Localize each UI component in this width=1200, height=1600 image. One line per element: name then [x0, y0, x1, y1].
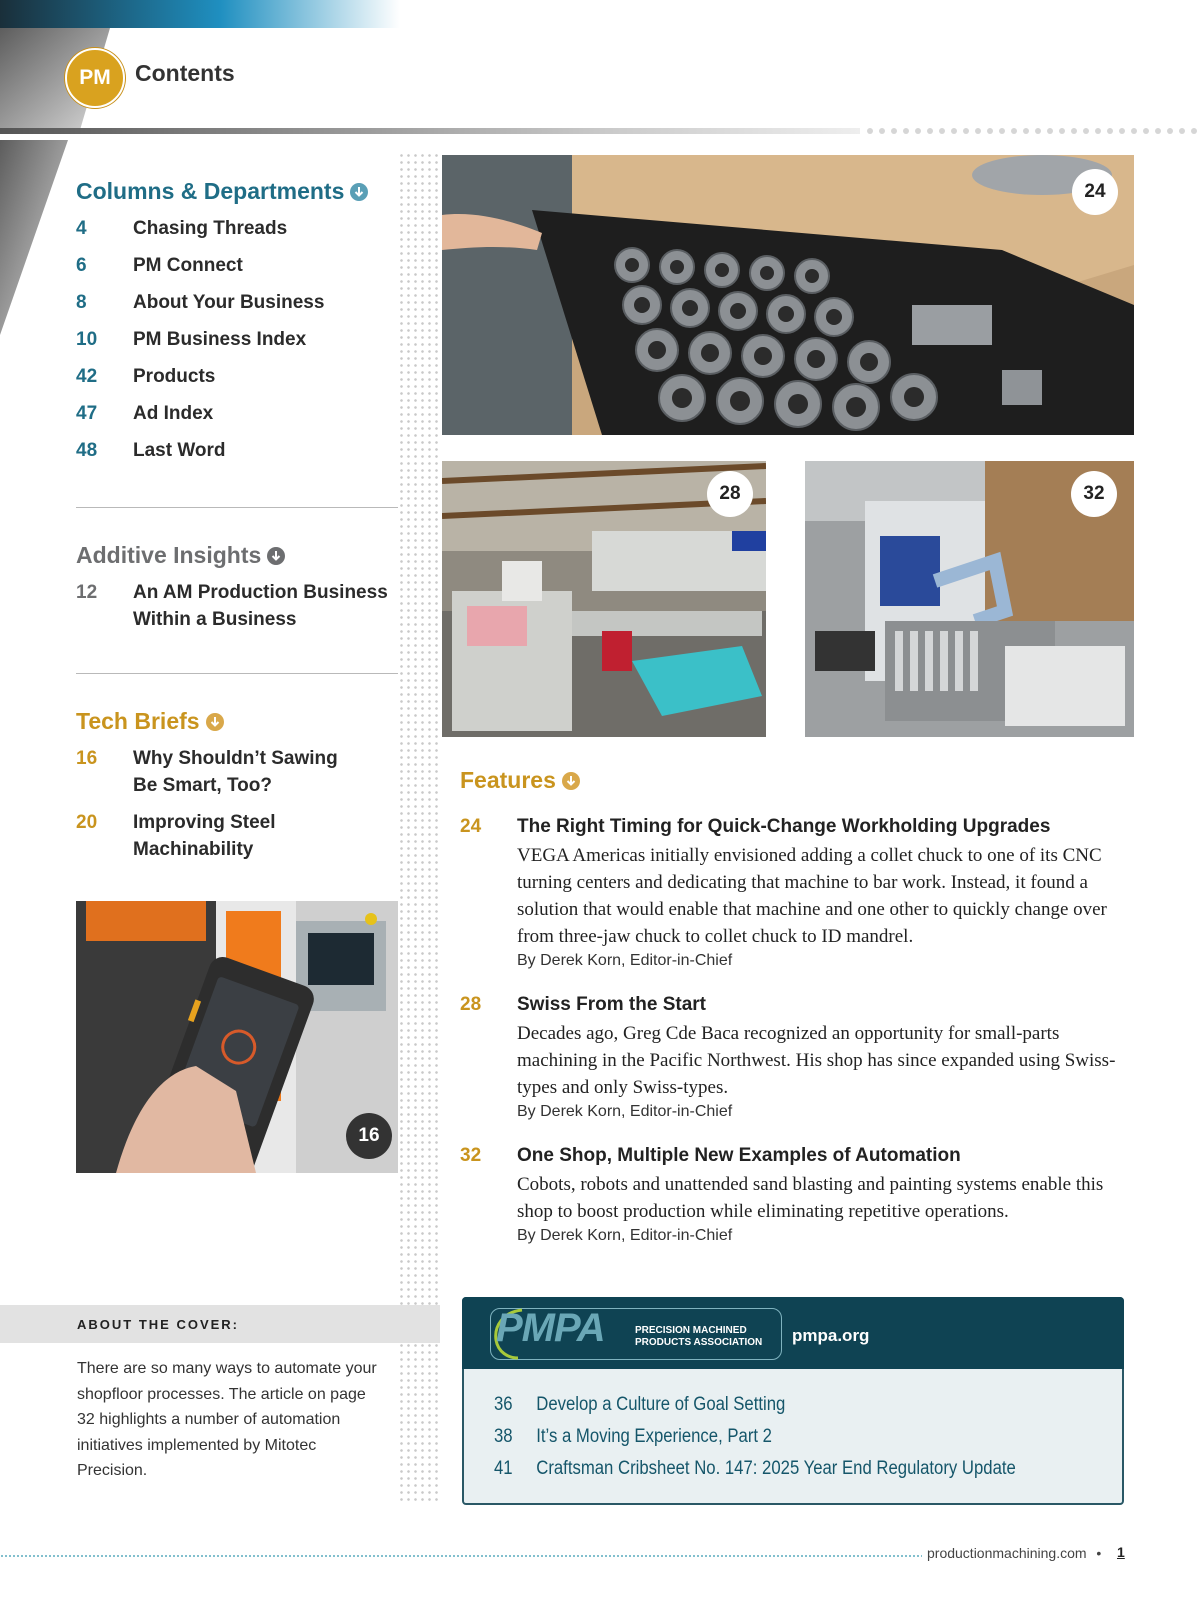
toc-title: Ad Index [133, 403, 214, 424]
feature-byline: By Derek Korn, Editor-in-Chief [517, 1227, 733, 1244]
toc-item[interactable] [76, 363, 396, 390]
toc-title: PM Connect [133, 255, 243, 276]
footer-site[interactable] [927, 1545, 1107, 1561]
features-heading [460, 767, 1130, 794]
toc-page-number: 6 [76, 255, 87, 276]
toc-title: Improving Steel Machinability [133, 812, 276, 860]
feature-page-number: 28 [460, 994, 482, 1015]
section-divider [76, 673, 398, 674]
feature-byline: By Derek Korn, Editor-in-Chief [517, 952, 733, 969]
workholding-photo[interactable] [442, 155, 1134, 435]
tech-briefs-heading [76, 708, 398, 735]
dotted-divider [398, 152, 440, 1504]
chevron-down-icon [267, 547, 285, 565]
pmpa-title: Craftsman Cribsheet No. 147: 2025 Year End Regulatory Update [536, 1458, 1016, 1479]
pmpa-item[interactable] [494, 1421, 1040, 1453]
toc-title: About Your Business [133, 292, 325, 313]
toc-page-number: 42 [76, 366, 98, 387]
toc-title: Why Shouldn’t Sawing Be Smart, Too? [133, 748, 338, 796]
footer-separator: • [1096, 1545, 1102, 1561]
feature-description: Cobots, robots and unattended sand blasting and painting systems enable this shop to boost production while eliminating repetitive operations. [517, 1174, 1104, 1222]
pm-logo: PM [65, 48, 125, 108]
pmpa-url[interactable]: pmpa.org [792, 1326, 870, 1345]
feature-title: Swiss From the Start [517, 994, 706, 1015]
feature-description: VEGA Americas initially envisioned adding a collet chuck to one of its CNC turning centers and dedicating that machine to bar work. Instead, it found a solution that would enable that machine and one other to quickly change over from three-jaw chuck to collet chuck to ID mandrel. [517, 845, 1107, 947]
toc-item[interactable] [76, 326, 396, 353]
tech-briefs-section [76, 708, 398, 863]
toc-item[interactable] [76, 289, 396, 316]
pmpa-item[interactable] [494, 1453, 1040, 1485]
section-heading-text: Additive Insights [76, 542, 262, 568]
pmpa-page-number: 41 [494, 1458, 513, 1479]
feature-item[interactable] [460, 816, 1130, 970]
pmpa-title: Develop a Culture of Goal Setting [536, 1394, 786, 1415]
feature-description: Decades ago, Greg Cde Baca recognized an opportunity for small-parts machining in the Pacific Northwest. His shop has since expanded using Swiss-types and only Swiss-types. [517, 1023, 1116, 1098]
toc-title: PM Business Index [133, 329, 307, 350]
pmpa-title: It’s a Moving Experience, Part 2 [536, 1426, 772, 1447]
feature-item[interactable] [460, 994, 1130, 1121]
toc-item[interactable] [76, 579, 398, 633]
pmpa-logo: PMPA [496, 1306, 605, 1350]
toc-item[interactable] [76, 400, 396, 427]
columns-departments-section [76, 178, 396, 464]
feature-page-number: 24 [460, 816, 482, 837]
chevron-down-icon [350, 183, 368, 201]
toc-title: Chasing Threads [133, 218, 288, 239]
toc-page-number: 47 [76, 403, 98, 424]
toc-title: Last Word [133, 440, 226, 461]
page-title: Contents [135, 60, 235, 86]
toc-item[interactable] [76, 745, 398, 799]
columns-departments-heading [76, 178, 396, 205]
automation-photo[interactable] [805, 461, 1134, 737]
cover-description: There are so many ways to automate your shopfloor processes. The article on page 32 highlights a number of automation initiatives implemented by Mitotec Precision. [77, 1360, 377, 1479]
page-number: 1 [1117, 1544, 1125, 1560]
page-badge: 28 [707, 471, 753, 517]
features-section [460, 767, 1130, 1245]
pmpa-item[interactable] [494, 1389, 1040, 1421]
section-heading-text: Columns & Departments [76, 178, 345, 204]
feature-title: One Shop, Multiple New Examples of Automation [517, 1145, 961, 1166]
toc-item[interactable] [76, 215, 396, 242]
additive-insights-heading [76, 542, 398, 569]
toc-page-number: 4 [76, 218, 87, 239]
pmpa-logo-subtitle [635, 1325, 762, 1349]
toc-page-number: 10 [76, 329, 98, 350]
chevron-down-icon [562, 772, 580, 790]
pmpa-page-number: 36 [494, 1394, 513, 1415]
toc-item[interactable] [76, 437, 396, 464]
toc-item[interactable] [76, 252, 396, 279]
feature-title: The Right Timing for Quick-Change Workholding Upgrades [517, 816, 1051, 837]
toc-page-number: 12 [76, 582, 98, 603]
toc-title: Products [133, 366, 216, 387]
toc-page-number: 20 [76, 812, 98, 833]
footer-url: productionmachining.com [927, 1545, 1087, 1561]
page-badge: 16 [346, 1113, 392, 1159]
pmpa-subtitle-line: PRODUCTS ASSOCIATION [635, 1337, 763, 1348]
toc-item[interactable] [76, 809, 398, 863]
section-divider [76, 507, 398, 508]
page-badge: 32 [1071, 471, 1117, 517]
toc-title: An AM Production Business Within a Business [133, 582, 388, 630]
pmpa-list [494, 1389, 1114, 1485]
chevron-down-icon [206, 713, 224, 731]
feature-page-number: 32 [460, 1145, 482, 1166]
section-heading-text: Tech Briefs [76, 708, 200, 734]
page-badge: 24 [1072, 169, 1118, 215]
toc-page-number: 16 [76, 748, 98, 769]
toc-page-number: 8 [76, 292, 87, 313]
toc-page-number: 48 [76, 440, 98, 461]
footer-dotted-line [0, 1555, 922, 1557]
feature-item[interactable] [460, 1145, 1130, 1245]
cover-label: ABOUT THE COVER: [77, 1317, 239, 1332]
pmpa-subtitle-line: PRECISION MACHINED [635, 1325, 747, 1336]
pmpa-page-number: 38 [494, 1426, 513, 1447]
sawing-photo[interactable] [76, 901, 398, 1173]
section-heading-text: Features [460, 767, 556, 793]
swiss-shop-photo[interactable] [442, 461, 766, 737]
feature-byline: By Derek Korn, Editor-in-Chief [517, 1103, 733, 1120]
additive-insights-section [76, 542, 398, 633]
